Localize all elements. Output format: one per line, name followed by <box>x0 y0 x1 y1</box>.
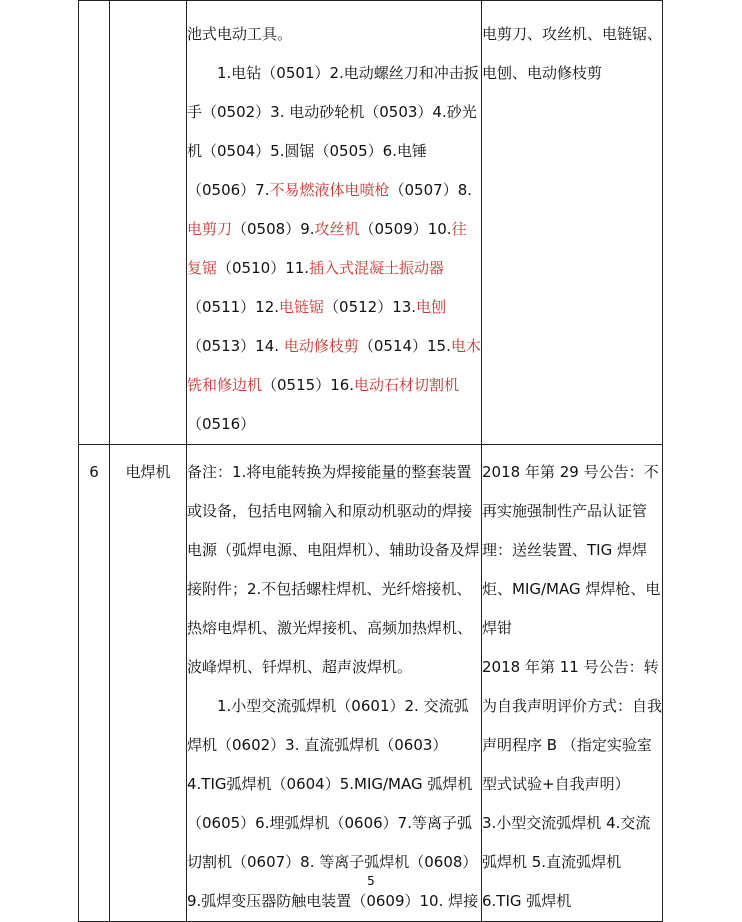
row-number-cell <box>79 1 110 445</box>
highlighted-product: 插入式混凝土振动器 <box>309 259 445 277</box>
highlighted-product: 电剪刀 <box>187 220 233 238</box>
product-text: 1.电钻（0501）2.电动螺丝刀和冲击扳手（0502）3. 电动砂轮机（0503）4.砂光机（0504）5.圆锯（0505）6.电锤（0506）7. <box>187 64 479 199</box>
product-list <box>187 54 481 444</box>
product-name-cell: 电焊机 <box>110 445 187 922</box>
product-text: （0513）14. <box>187 337 284 355</box>
highlighted-product: 电动修枝剪 <box>283 337 359 355</box>
product-text: （0512）13. <box>324 298 417 316</box>
highlighted-product: 电刨 <box>416 298 447 316</box>
description-first-line: 池式电动工具。 <box>187 25 293 43</box>
note-cell <box>482 445 663 922</box>
table-row <box>79 1 663 445</box>
product-text: （0509）10. <box>359 220 452 238</box>
highlighted-product: 电动石材切割机 <box>354 376 460 394</box>
product-text: （0516） <box>187 415 256 433</box>
remark-text: 备注：1.将电能转换为焊接能量的整套装置或设备，包括电网输入和原动机驱动的焊接电源（弧焊电源、电阻焊机）、辅助设备及焊接附件；2.不包括螺柱焊机、光纤熔接机、热熔电焊机、激光焊接机、高频加热焊机、波峰焊机、钎焊机、超声波焊机。 <box>187 463 480 676</box>
product-name-cell <box>110 1 187 445</box>
highlighted-product: 不易燃液体电喷枪 <box>269 181 390 199</box>
highlighted-product: 电链锯 <box>279 298 325 316</box>
product-text: （0507）8. <box>389 181 473 199</box>
product-list: 1.小型交流弧焊机（0601）2. 交流弧焊机（0602）3. 直流弧焊机（0603）4.TIG弧焊机（0604）5.MIG/MAG 弧焊机（0605）6.埋弧焊机（0606）7.等离子弧切割机（0607）8. 等离子弧焊机（0608）9.弧焊变压器防触电装置（0609）10. 焊接 <box>187 697 479 910</box>
note-product-list: 3.小型交流弧焊机 4.交流弧焊机 5.直流弧焊机 6.TIG 弧焊机 <box>482 814 651 910</box>
description-cell <box>187 1 482 445</box>
description-cell <box>187 445 482 922</box>
highlighted-product: 电木铣和修边机 <box>187 337 481 394</box>
note-announcement-11: 2018 年第 11 号公告：转为自我声明评价方式：自我声明程序 B （指定实验室型式试验+自我声明） <box>482 658 663 793</box>
product-text: （0510）11. <box>217 259 310 277</box>
product-text: （0514）15. <box>358 337 451 355</box>
product-text: （0515）16. <box>262 376 355 394</box>
product-text: （0511）12. <box>187 298 280 316</box>
page-number: 5 <box>367 874 375 888</box>
note-cell <box>482 1 663 445</box>
product-text: （0508）9. <box>232 220 315 238</box>
note-announcement-29: 2018 年第 29 号公告：不再实施强制性产品认证管理：送丝装置、TIG 焊焊炬、MIG/MAG 焊焊枪、电焊钳 <box>482 463 661 637</box>
highlighted-product: 攻丝机 <box>314 220 360 238</box>
table-row <box>79 445 663 922</box>
note-text: 电剪刀、攻丝机、电链锯、电刨、电动修枝剪 <box>482 25 663 82</box>
row-number-cell: 6 <box>79 445 110 922</box>
highlighted-product: 往复锯 <box>187 220 467 277</box>
catalog-table <box>78 0 663 922</box>
